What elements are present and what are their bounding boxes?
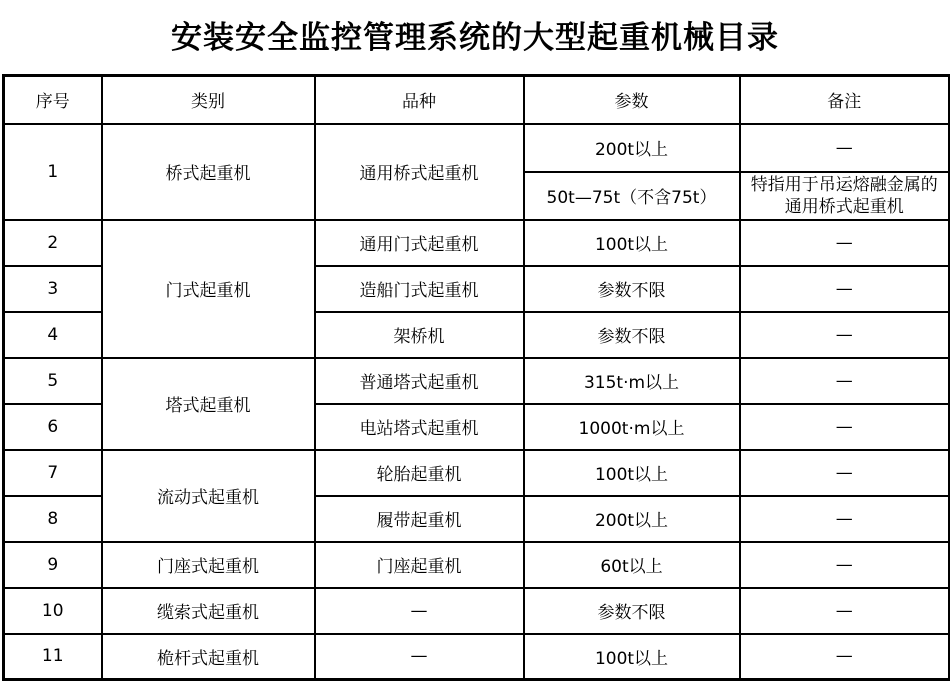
cell-parameter: 100t以上 bbox=[524, 634, 740, 680]
cell-remark: — bbox=[740, 358, 950, 404]
header-serial: 序号 bbox=[4, 76, 102, 124]
cell-remark: — bbox=[740, 404, 950, 450]
table-row bbox=[4, 542, 950, 588]
cell-serial: 1 bbox=[4, 124, 102, 220]
cell-category: 缆索式起重机 bbox=[102, 588, 315, 634]
cell-variety: 造船门式起重机 bbox=[315, 266, 524, 312]
cell-category: 桅杆式起重机 bbox=[102, 634, 315, 680]
cell-serial: 9 bbox=[4, 542, 102, 588]
header-variety: 品种 bbox=[315, 76, 524, 124]
cell-remark: — bbox=[740, 312, 950, 358]
cell-remark: — bbox=[740, 220, 950, 266]
cell-serial: 7 bbox=[4, 450, 102, 496]
cell-remark: — bbox=[740, 450, 950, 496]
page-title: 安装安全监控管理系统的大型起重机械目录 bbox=[171, 20, 779, 56]
cell-parameter: 参数不限 bbox=[524, 266, 740, 312]
document-page bbox=[0, 21, 950, 681]
table-row bbox=[4, 588, 950, 634]
cell-parameter: 50t—75t（不含75t） bbox=[524, 172, 740, 220]
cell-variety: 普通塔式起重机 bbox=[315, 358, 524, 404]
cell-parameter: 1000t·m以上 bbox=[524, 404, 740, 450]
cell-serial: 2 bbox=[4, 220, 102, 266]
cell-parameter: 200t以上 bbox=[524, 124, 740, 172]
cell-remark: — bbox=[740, 542, 950, 588]
cell-serial: 5 bbox=[4, 358, 102, 404]
cell-category: 流动式起重机 bbox=[102, 450, 315, 542]
cell-parameter: 315t·m以上 bbox=[524, 358, 740, 404]
cell-category: 门座式起重机 bbox=[102, 542, 315, 588]
table-row bbox=[4, 358, 950, 404]
table-row bbox=[4, 220, 950, 266]
cell-serial: 3 bbox=[4, 266, 102, 312]
cell-variety: 轮胎起重机 bbox=[315, 450, 524, 496]
cell-variety: 电站塔式起重机 bbox=[315, 404, 524, 450]
cell-variety: 履带起重机 bbox=[315, 496, 524, 542]
cell-variety: 通用门式起重机 bbox=[315, 220, 524, 266]
header-parameter: 参数 bbox=[524, 76, 740, 124]
cell-parameter: 100t以上 bbox=[524, 450, 740, 496]
cell-serial: 11 bbox=[4, 634, 102, 680]
cell-category: 塔式起重机 bbox=[102, 358, 315, 450]
cell-serial: 6 bbox=[4, 404, 102, 450]
cell-parameter: 参数不限 bbox=[524, 312, 740, 358]
cell-serial: 8 bbox=[4, 496, 102, 542]
cell-remark: — bbox=[740, 496, 950, 542]
table-row bbox=[4, 450, 950, 496]
cell-parameter: 60t以上 bbox=[524, 542, 740, 588]
header-remark: 备注 bbox=[740, 76, 950, 124]
cell-remark: — bbox=[740, 124, 950, 172]
cell-remark: — bbox=[740, 588, 950, 634]
table-row bbox=[4, 124, 950, 172]
cell-remark: 特指用于吊运熔融金属的通用桥式起重机 bbox=[740, 172, 950, 220]
cell-variety: — bbox=[315, 588, 524, 634]
cell-variety: — bbox=[315, 634, 524, 680]
cell-remark: — bbox=[740, 634, 950, 680]
cell-parameter: 参数不限 bbox=[524, 588, 740, 634]
table-row bbox=[4, 634, 950, 680]
cell-serial: 10 bbox=[4, 588, 102, 634]
cell-variety: 架桥机 bbox=[315, 312, 524, 358]
cell-parameter: 200t以上 bbox=[524, 496, 740, 542]
cell-category: 桥式起重机 bbox=[102, 124, 315, 220]
cell-category: 门式起重机 bbox=[102, 220, 315, 358]
header-category: 类别 bbox=[102, 76, 315, 124]
table-header-row bbox=[4, 76, 950, 124]
cell-variety: 通用桥式起重机 bbox=[315, 124, 524, 220]
cell-remark: — bbox=[740, 266, 950, 312]
cell-parameter: 100t以上 bbox=[524, 220, 740, 266]
cell-serial: 4 bbox=[4, 312, 102, 358]
crane-catalog-table bbox=[2, 74, 950, 681]
cell-variety: 门座起重机 bbox=[315, 542, 524, 588]
